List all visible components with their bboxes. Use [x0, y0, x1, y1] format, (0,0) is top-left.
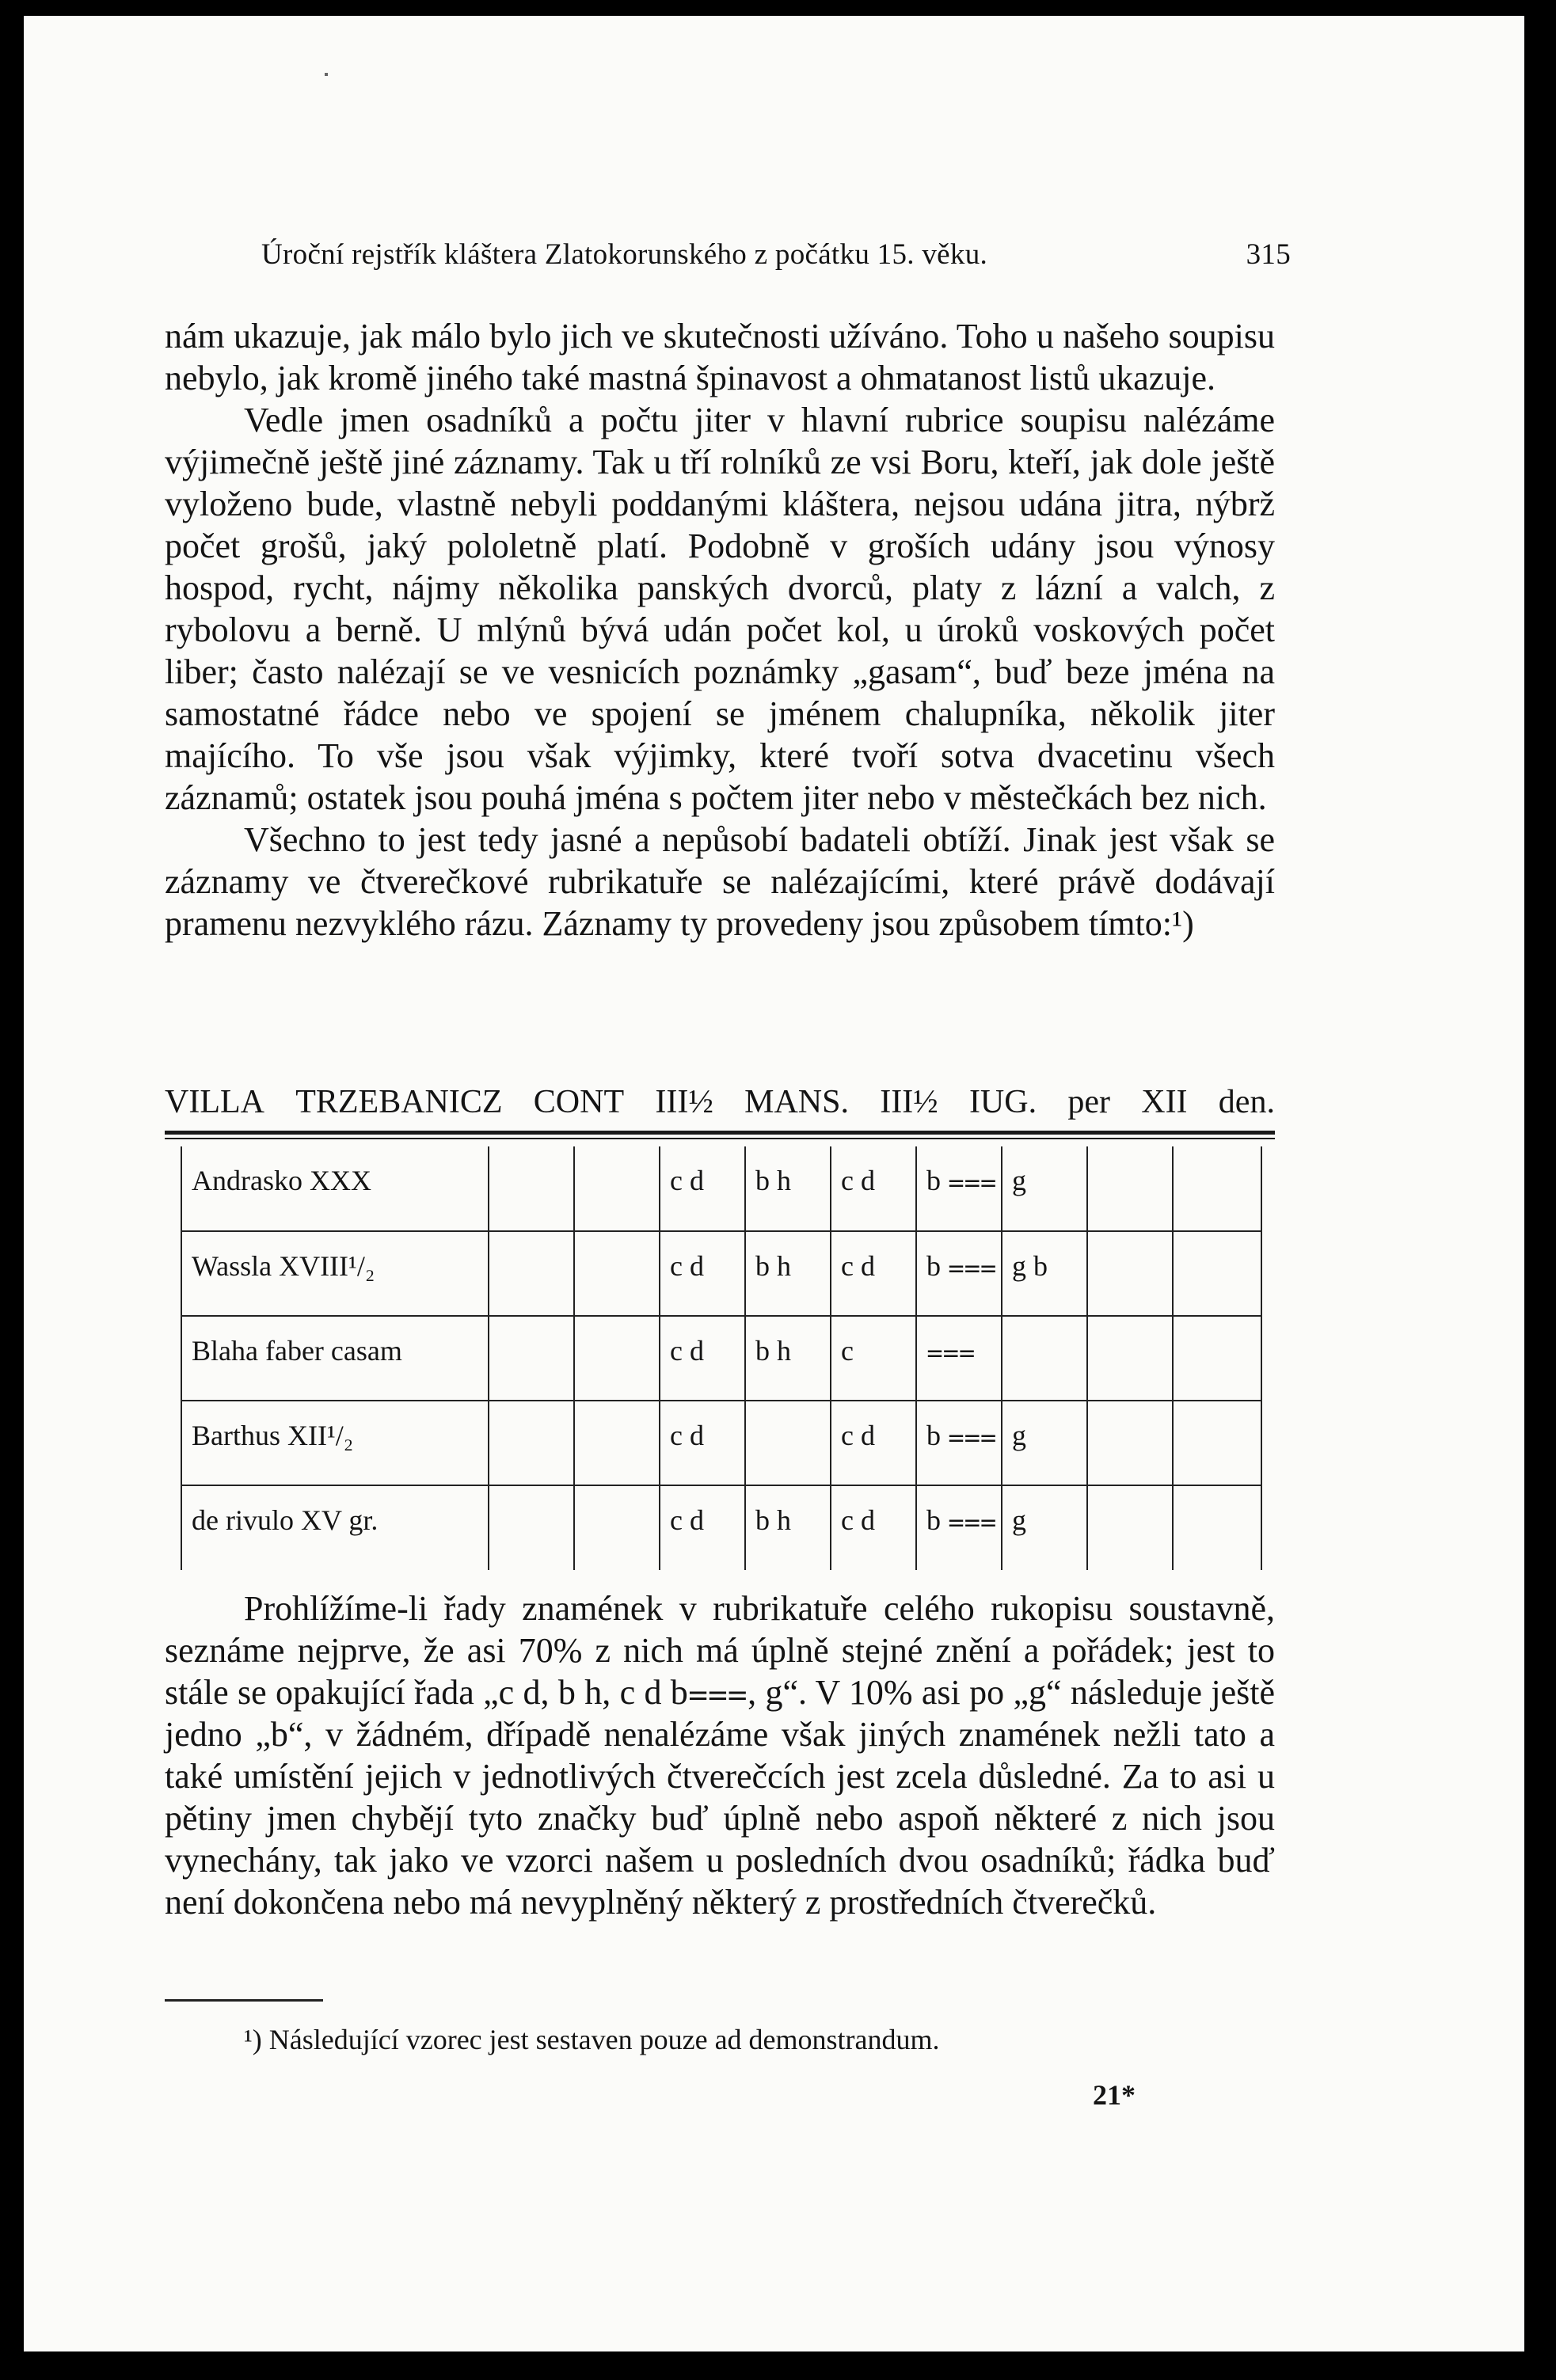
ledger-cell: c d	[831, 1401, 916, 1485]
ledger-cell	[1173, 1231, 1261, 1316]
double-rule	[165, 1131, 1275, 1135]
ledger-cell: c d	[831, 1485, 916, 1570]
double-rule	[165, 1138, 1275, 1139]
ledger-row	[181, 1401, 1261, 1485]
ledger-cell: b h	[745, 1485, 831, 1570]
ledger-cell: c d	[660, 1146, 745, 1231]
signature-mark: 21*	[1093, 2079, 1136, 2111]
body-text-top	[165, 315, 1275, 945]
footnote-rule	[165, 1999, 323, 2002]
ledger-cell: c d	[660, 1316, 745, 1401]
ledger-row	[181, 1146, 1261, 1231]
ledger-cell	[1173, 1146, 1261, 1231]
ledger-cell: b ⩶	[916, 1401, 1002, 1485]
ledger-cell: b ⩶	[916, 1146, 1002, 1231]
ledger-cell: b h	[745, 1316, 831, 1401]
ledger-name-cell: Blaha faber casam	[181, 1316, 489, 1401]
ledger-name-cell: Wassla XVIII¹/₂	[181, 1231, 489, 1316]
ledger-table	[181, 1146, 1262, 1570]
ledger-row	[181, 1485, 1261, 1570]
ledger-cell	[489, 1401, 574, 1485]
ledger-name-cell: de rivulo XV gr.	[181, 1485, 489, 1570]
paragraph: Všechno to jest tedy jasné a nepůsobí badateli obtíží. Jinak jest však se záznamy ve čtverečkové rubrikatuře se nalézajícími, které právě dodávají pramenu nezvyklého rázu. Záznamy ty provedeny jsou způsobem tímto:¹)	[165, 820, 1275, 943]
ledger-cell: b ⩶	[916, 1231, 1002, 1316]
ledger-cell: b h	[745, 1146, 831, 1231]
villa-heading: VILLA TRZEBANICZ CONT III½ MANS. III½ IUG. per XII den.	[165, 1084, 1275, 1120]
ledger-name-cell: Barthus XII¹/₂	[181, 1401, 489, 1485]
ledger-cell	[574, 1316, 660, 1401]
ledger-cell: ⩶	[916, 1316, 1002, 1401]
ledger-cell	[489, 1485, 574, 1570]
ledger-cell	[574, 1231, 660, 1316]
ledger-cell	[489, 1231, 574, 1316]
scan-edge	[1524, 0, 1556, 2380]
ledger-cell	[574, 1485, 660, 1570]
ledger-cell	[574, 1146, 660, 1231]
paragraph: Vedle jmen osadníků a počtu jiter v hlavní rubrice soupisu nalézáme výjimečně ještě jiné záznamy. Tak u tří rolníků ze vsi Boru, kteří, jak dole ještě vyloženo bude, vlastně nebyli poddanými kláštera, nejsou udána jitra, nýbrž počet grošů, jaký pololetně platí. Podobně v groších udány jsou výnosy hospod, rycht, nájmy několika panských dvorců, platy z lázní a valch, z rybolovu a berně. U mlýnů bývá udán počet kol, u úroků voskových počet liber; často nalézají se ve vesnicích poznámky „gasam“, buď beze jména na samostatné řádce nebo ve spojení se jménem chalupníka, několik jiter majícího. To vše jsou však výjimky, které tvoří sotva dvacetinu všech záznamů; ostatek jsou pouhá jména s počtem jiter nebo v městečkách bez nich.	[165, 401, 1275, 817]
ledger-cell	[1087, 1231, 1173, 1316]
ledger-cell: g b	[1002, 1231, 1087, 1316]
ledger-cell: g	[1002, 1485, 1087, 1570]
header-title: Úroční rejstřík kláštera Zlatokorunského z počátku 15. věku.	[261, 238, 988, 271]
ledger-cell	[1087, 1401, 1173, 1485]
ledger-cell: g	[1002, 1401, 1087, 1485]
body-text-bottom	[165, 1587, 1275, 1923]
ledger-cell	[1173, 1485, 1261, 1570]
ledger-row	[181, 1316, 1261, 1401]
ledger-cell: b ⩶	[916, 1485, 1002, 1570]
scan-speck	[325, 73, 328, 76]
ledger-cell: c d	[831, 1146, 916, 1231]
ledger-cell	[1173, 1401, 1261, 1485]
ledger-cell: c d	[660, 1401, 745, 1485]
ledger-cell	[489, 1316, 574, 1401]
paragraph: Prohlížíme-li řady znamének v rubrikatuře celého rukopisu soustavně, seznáme nejprve, že asi 70% z nich má úplně stejné znění a pořádek; jest to stále se opakující řada „c d, b h, c d b⩶, g“. V 10% asi po „g“ následuje ještě jedno „b“, v žádném, dřípadě nenalézáme však jiných znamének nežli tato a také umístění jejich v jednotlivých čtverečcích jest zcela důsledné. Za to asi u pětiny jmen chybějí tyto značky buď úplně nebo aspoň některé z nich jsou vynechány, tak jako ve vzorci našem u posledních dvou osadníků; řádka buď není dokončena nebo má nevyplněný některý z prostředních čtverečků.	[165, 1589, 1275, 1922]
footnote: ¹) Následující vzorec jest sestaven pouze ad demonstrandum.	[244, 2024, 940, 2055]
paragraph: nám ukazuje, jak málo bylo jich ve skutečnosti užíváno. Toho u našeho soupisu nebylo, jak kromě jiného také mastná špinavost a ohmatanost listů ukazuje.	[165, 317, 1275, 397]
ledger-cell	[1087, 1485, 1173, 1570]
ledger-cell	[1087, 1316, 1173, 1401]
ledger-cell	[489, 1146, 574, 1231]
ledger-cell	[1002, 1316, 1087, 1401]
page-number: 315	[1246, 238, 1291, 271]
ledger-cell: b h	[745, 1231, 831, 1316]
ledger-cell	[1173, 1316, 1261, 1401]
ledger-cell: c d	[660, 1485, 745, 1570]
ledger-cell: g	[1002, 1146, 1087, 1231]
ledger-cell	[1087, 1146, 1173, 1231]
ledger-row	[181, 1231, 1261, 1316]
ledger-cell: c	[831, 1316, 916, 1401]
ledger-name-cell: Andrasko XXX	[181, 1146, 489, 1231]
ledger-cell	[574, 1401, 660, 1485]
running-header	[261, 238, 1291, 272]
ledger-cell: c d	[660, 1231, 745, 1316]
ledger-cell	[745, 1401, 831, 1485]
ledger-cell: c d	[831, 1231, 916, 1316]
